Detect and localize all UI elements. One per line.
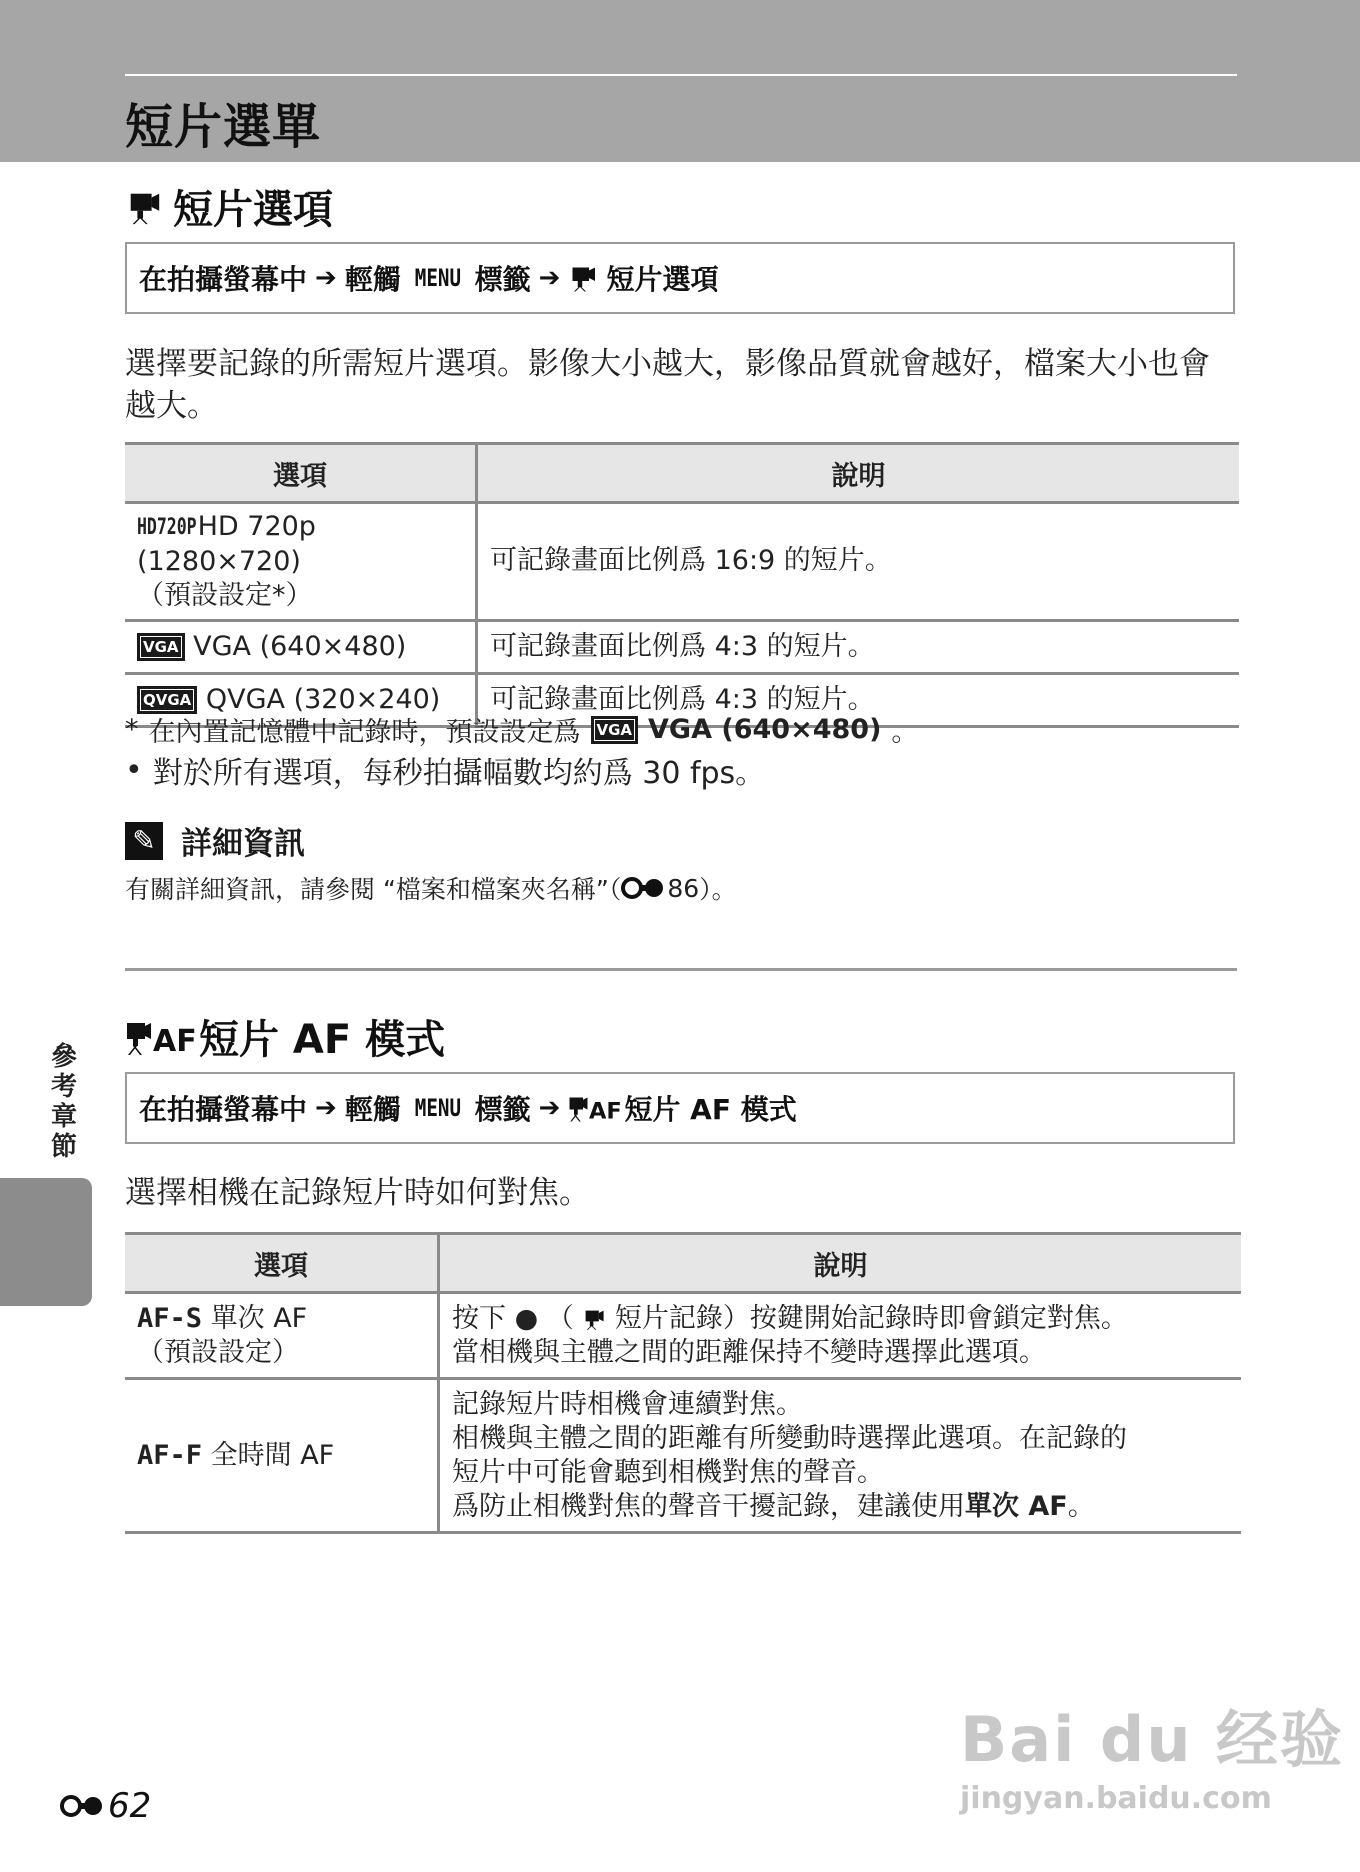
path-step-shooting-screen: 在拍攝螢幕中 bbox=[139, 1093, 308, 1126]
more-info-text-before: 有關詳細資訊，請參閱 “檔案和檔案夾名稱”（ bbox=[125, 875, 622, 904]
section-movie-options-title bbox=[125, 178, 333, 235]
desc-text: 相機與主體之間的距離有所變動時選擇此選項。在記錄的 bbox=[452, 1422, 1127, 1454]
option-name: QVGA (320×240) bbox=[205, 683, 441, 715]
footnote bbox=[125, 710, 918, 749]
more-info-heading bbox=[125, 818, 305, 863]
qvga-icon: QVGA bbox=[137, 686, 197, 714]
arrow-right-icon: ➔ bbox=[315, 263, 337, 293]
desc-bold: 單次 AF bbox=[965, 1490, 1068, 1522]
af-f-code: AF-F bbox=[137, 1439, 203, 1471]
svg-text:AF: AF bbox=[153, 1023, 197, 1059]
path-step-tab: 標籤 bbox=[474, 263, 531, 296]
arrow-right-icon: ➔ bbox=[538, 1093, 561, 1123]
description-cell: 可記錄畫面比例爲 16:9 的短片。 bbox=[477, 503, 1240, 621]
table-header-description: 說明 bbox=[439, 1234, 1242, 1293]
option-name: HD 720p (1280×720) bbox=[137, 511, 316, 577]
section2-intro: 選擇相機在記錄短片時如何對焦。 bbox=[125, 1175, 590, 1211]
more-info-page-ref[interactable]: 86 bbox=[667, 873, 700, 903]
option-default-note: （預設設定*） bbox=[137, 579, 313, 611]
description-cell bbox=[439, 1379, 1242, 1533]
table-row bbox=[125, 503, 1239, 621]
arrow-right-icon: ➔ bbox=[538, 263, 561, 293]
path-step-touch: 輕觸 bbox=[344, 263, 401, 296]
watermark-main: Bai du 经验 bbox=[960, 1703, 1345, 1776]
reference-binocular-icon bbox=[60, 1794, 106, 1818]
path-step-movie-af-mode: 短片 AF 模式 bbox=[624, 1093, 797, 1126]
desc-text: 當相機與主體之間的距離保持不變時選擇此選項。 bbox=[452, 1336, 1046, 1368]
more-info-title: 詳細資訊 bbox=[181, 826, 305, 862]
footnote-value: VGA (640×480) bbox=[648, 714, 882, 745]
description-cell bbox=[439, 1293, 1242, 1379]
menu-path-box bbox=[125, 1072, 1235, 1144]
footnote-text: 在內置記憶體中記錄時，預設設定爲 bbox=[148, 717, 581, 748]
section-title-text: 短片 AF 模式 bbox=[199, 1017, 446, 1063]
table-row bbox=[125, 1379, 1241, 1533]
side-chapter-tab[interactable] bbox=[0, 1178, 92, 1306]
section-title-text: 短片選項 bbox=[173, 187, 333, 233]
more-info-text-after: ）。 bbox=[699, 875, 737, 904]
table-header-option: 選項 bbox=[125, 444, 477, 503]
bullet-note bbox=[125, 748, 765, 792]
arrow-right-icon: ➔ bbox=[315, 1093, 337, 1123]
desc-text: 按下 ● （ bbox=[452, 1302, 574, 1334]
path-step-touch: 輕觸 bbox=[344, 1093, 401, 1126]
af-s-code: AF-S bbox=[137, 1302, 203, 1334]
desc-text: 記錄短片時相機會連續對焦。 bbox=[452, 1388, 803, 1420]
desc-text: 短片中可能會聽到相機對焦的聲音。 bbox=[452, 1456, 884, 1488]
section-divider bbox=[125, 968, 1237, 971]
option-cell bbox=[125, 620, 477, 673]
movie-af-icon bbox=[125, 1017, 197, 1059]
table-header-description: 說明 bbox=[477, 444, 1240, 503]
option-default-note: （預設設定） bbox=[137, 1336, 299, 1368]
side-chapter-label: 參考章節 bbox=[50, 1042, 77, 1162]
path-step-shooting-screen: 在拍攝螢幕中 bbox=[139, 263, 308, 296]
watermark-sub: jingyan.baidu.com bbox=[960, 1781, 1272, 1816]
movie-camera-icon bbox=[582, 1307, 606, 1331]
section-movie-af-title bbox=[125, 1008, 445, 1065]
table-row bbox=[125, 1293, 1241, 1379]
desc-text: 爲防止相機對焦的聲音干擾記錄，建議使用 bbox=[452, 1490, 965, 1522]
table-header-option: 選項 bbox=[125, 1234, 439, 1293]
pencil-note-icon: ✎ bbox=[125, 822, 163, 860]
path-step-movie-options: 短片選項 bbox=[606, 263, 719, 296]
header-rule bbox=[125, 74, 1237, 76]
page-number-value: 62 bbox=[108, 1786, 152, 1826]
page-title: 短片選單 bbox=[125, 99, 322, 155]
reference-binocular-icon bbox=[621, 876, 667, 900]
desc-text: 短片記錄）按鍵開始記錄時即會鎖定對焦。 bbox=[614, 1302, 1128, 1334]
svg-text:AF: AF bbox=[589, 1098, 623, 1125]
vga-icon: VGA bbox=[591, 716, 639, 744]
bullet-dot-icon: • bbox=[125, 752, 143, 788]
footnote-end: 。 bbox=[891, 717, 919, 748]
section1-intro: 選擇要記錄的所需短片選項。影像大小越大，影像品質就會越好，檔案大小也會越大。 bbox=[125, 346, 1210, 424]
hd720p-icon: HD720P bbox=[137, 514, 197, 540]
movie-camera-icon bbox=[568, 263, 598, 293]
watermark bbox=[960, 1690, 1344, 1816]
menu-path-box bbox=[125, 242, 1235, 314]
vga-icon: VGA bbox=[137, 633, 185, 661]
menu-label: MENU bbox=[414, 1094, 461, 1122]
option-name: 全時間 AF bbox=[210, 1439, 335, 1471]
option-cell bbox=[125, 1379, 439, 1533]
description-cell: 可記錄畫面比例爲 4:3 的短片。 bbox=[477, 620, 1240, 673]
option-cell bbox=[125, 1293, 439, 1379]
option-cell bbox=[125, 503, 477, 621]
path-step-tab: 標籤 bbox=[474, 1093, 531, 1126]
option-name: VGA (640×480) bbox=[193, 630, 407, 662]
bullet-text: 對於所有選項，每秒拍攝幅數均約爲 30 fps。 bbox=[152, 756, 766, 791]
movie-af-table bbox=[125, 1232, 1241, 1534]
desc-text: 。 bbox=[1067, 1490, 1095, 1522]
page-number bbox=[60, 1786, 151, 1826]
description-cell: 可記錄畫面比例爲 4:3 的短片。 bbox=[477, 673, 1240, 726]
movie-af-icon bbox=[568, 1093, 623, 1125]
movie-camera-icon bbox=[125, 188, 163, 226]
more-info-text bbox=[125, 870, 737, 906]
table-row bbox=[125, 620, 1239, 673]
movie-options-table bbox=[125, 442, 1239, 728]
menu-label: MENU bbox=[414, 264, 461, 292]
option-name: 單次 AF bbox=[210, 1302, 308, 1334]
footnote-star: * bbox=[125, 714, 139, 745]
